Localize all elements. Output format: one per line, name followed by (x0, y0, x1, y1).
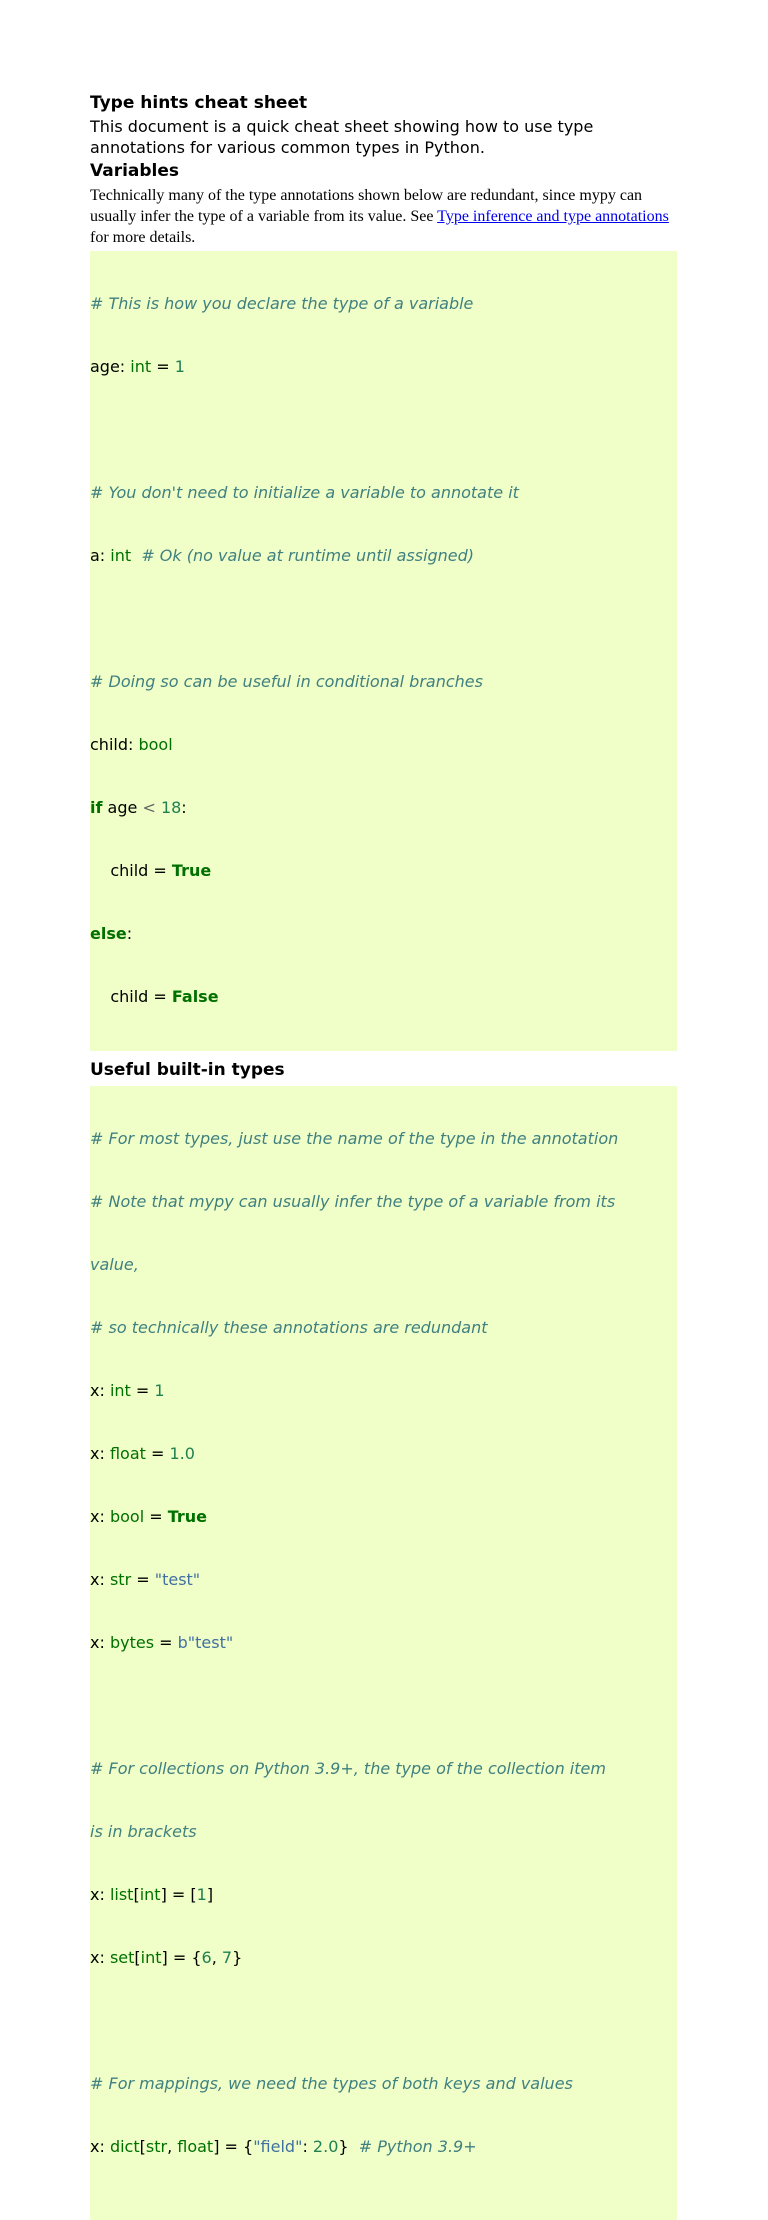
code-line: # so technically these annotations are redundant (90, 1318, 488, 1337)
document-page (90, 92, 680, 2220)
section-heading-variables: Variables (90, 161, 180, 181)
code-line: a: int # Ok (no value at runtime until assigned) (90, 546, 475, 565)
code-line (90, 1695, 677, 1716)
section-heading-builtins: Useful built-in types (90, 1060, 285, 1080)
code-line: x: list[int] = [1] (90, 1885, 214, 1904)
code-line: x: dict[str, float] = {"field": 2.0} # Python 3.9+ (90, 2137, 477, 2156)
code-line (90, 419, 677, 440)
code-line: age: int = 1 (90, 357, 185, 376)
code-line: x: float = 1.0 (90, 1444, 195, 1463)
code-line: x: bool = True (90, 1507, 208, 1526)
code-line: # For collections on Python 3.9+, the type of the collection item (90, 1759, 606, 1778)
code-line: # This is how you declare the type of a variable (90, 294, 474, 313)
intro-paragraph: This document is a quick cheat sheet showing how to use type annotations for various common types in Python. (90, 117, 594, 157)
code-line: is in brackets (90, 1822, 197, 1841)
code-line: x: bytes = b"test" (90, 1633, 234, 1652)
code-line: child = True (90, 861, 212, 880)
code-line: x: int = 1 (90, 1381, 165, 1400)
code-line: value, (90, 1255, 139, 1274)
code-line: # Doing so can be useful in conditional branches (90, 672, 483, 691)
code-line: else: (90, 924, 133, 943)
variables-paragraph: Technically many of the type annotations shown below are redundant, since mypy can usually infer the type of a variable from its value. See Type inference and type annotations for more details. (90, 187, 669, 246)
code-line (90, 2010, 677, 2031)
code-line: # Note that mypy can usually infer the type of a variable from its (90, 1192, 616, 1211)
type-inference-link[interactable]: Type inference and type annotations (437, 208, 669, 225)
code-line: # For most types, just use the name of the type in the annotation (90, 1129, 619, 1148)
code-line: if age < 18: (90, 798, 187, 817)
code-line (90, 608, 677, 629)
code-line: # You don't need to initialize a variable to annotate it (90, 483, 519, 502)
page-title: Type hints cheat sheet (90, 93, 308, 113)
code-block-variables (90, 251, 677, 1051)
code-line: x: set[int] = {6, 7} (90, 1948, 243, 1967)
code-line: child: bool (90, 735, 173, 754)
code-line: # For mappings, we need the types of both keys and values (90, 2074, 573, 2093)
code-block-builtins (90, 1086, 677, 2220)
code-line: child = False (90, 987, 219, 1006)
code-line: x: str = "test" (90, 1570, 201, 1589)
